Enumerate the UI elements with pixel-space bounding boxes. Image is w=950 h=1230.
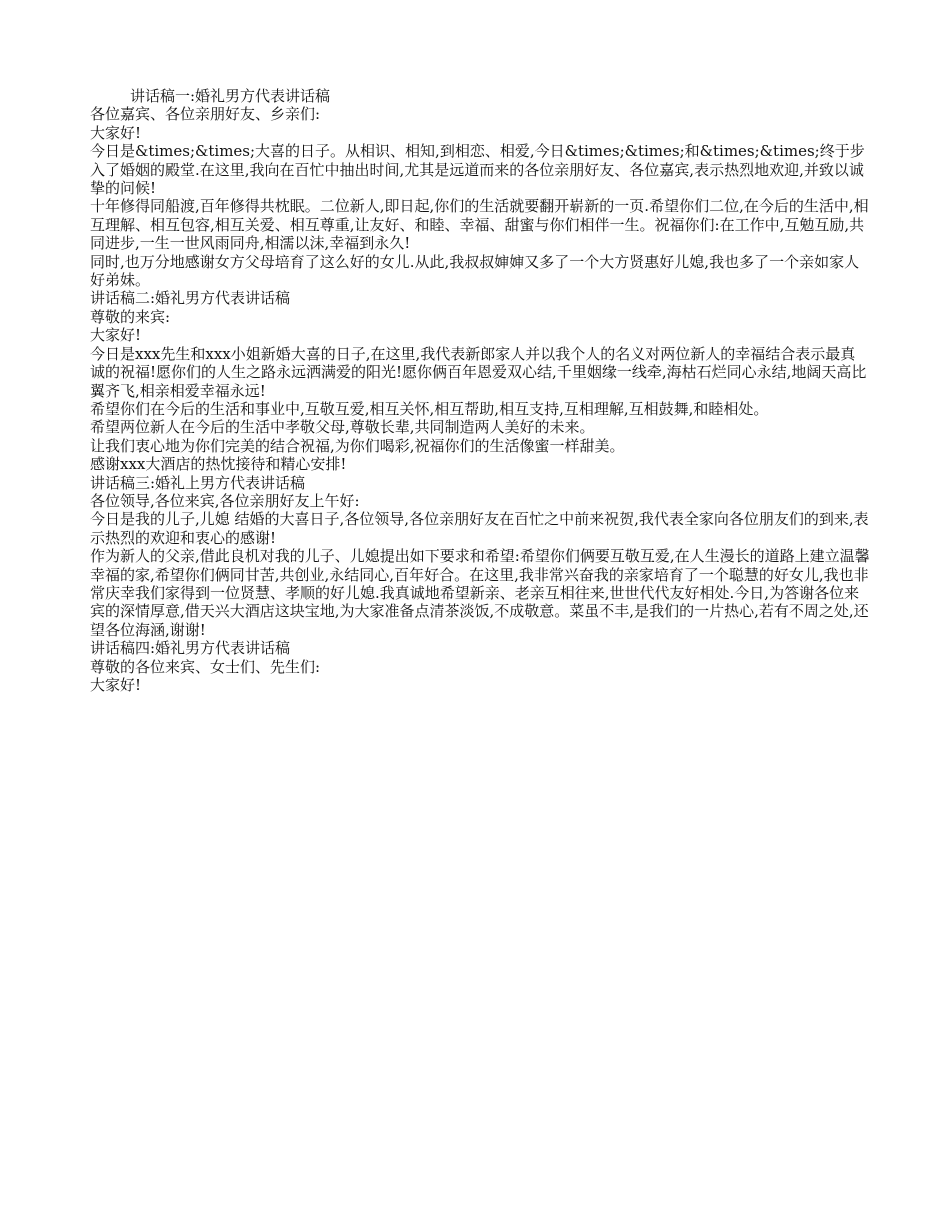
speech-1-greeting: 大家好! xyxy=(90,123,142,142)
speech-1-salutation: 各位嘉宾、各位亲朋好友、乡亲们: xyxy=(90,105,321,124)
speech-1-paragraph: 十年修得同船渡,百年修得共枕眠。二位新人,即日起,你们的生活就要翻开崭新的一页.希望你们二位,在今后的生活中,相互理解、相互包容,相互关爱、相互尊重,让友好、和睦、幸福、甜蜜与你们相伴一生。祝福你们:在工作中,互勉互励,共同进步,一生一世风雨同舟,相濡以沫,幸福到永久! xyxy=(90,197,869,253)
speech-3-paragraph: 今日是我的儿子,儿媳 结婚的大喜日子,各位领导,各位亲朋好友在百忙之中前来祝贺,我代表全家向各位朋友们的到来,表示热烈的欢迎和衷心的感谢! xyxy=(90,510,869,547)
document-body xyxy=(90,87,870,694)
speech-2-paragraph: 希望两位新人在今后的生活中孝敬父母,尊敬长辈,共同制造两人美好的未来。 xyxy=(90,418,595,437)
speech-2-greeting: 大家好! xyxy=(90,326,142,345)
speech-1-paragraph: 同时,也万分地感谢女方父母培育了这么好的女儿.从此,我叔叔婶婶又多了一个大方贤惠好儿媳,我也多了一个亲如家人好弟妹。 xyxy=(90,252,860,290)
speech-1-title: 讲话稿一:婚礼男方代表讲话稿 xyxy=(130,87,331,105)
speech-1-paragraph: 今日是&times;&times;大喜的日子。从相识、相知,到相恋、相爱,今日&times;&times;和&times;&times;终于步入了婚姻的殿堂.在这里,我向在百忙中抽出时间,尤其是远道而来的各位亲朋好友、各位嘉宾,表示热烈地欢迎,并致以诚挚的问候! xyxy=(90,142,865,198)
speech-3-paragraph: 作为新人的父亲,借此良机对我的儿子、儿媳提出如下要求和希望:希望你们俩要互敬互爱,在人生漫长的道路上建立温馨幸福的家,希望你们俩同甘苦,共创业,永结同心,百年好合。在这里,我非常兴奋我的亲家培育了一个聪慧的好女儿,我也非常庆幸我们家得到一位贤慧、孝顺的好儿媳.我真诚地希望新亲、老亲互相往来,世世代代友好相处.今日,为答谢各位来宾的深情厚意,借天兴大酒店这块宝地,为大家准备点清茶淡饭,不成敬意。菜虽不丰,是我们的一片热心,若有不周之处,还望各位海涵,谢谢! xyxy=(90,547,870,639)
speech-2-salutation: 尊敬的来宾: xyxy=(90,307,171,326)
speech-3-title: 讲话稿三:婚礼上男方代表讲话稿 xyxy=(90,473,306,492)
speech-4-title: 讲话稿四:婚礼男方代表讲话稿 xyxy=(90,639,291,658)
speech-4-greeting: 大家好! xyxy=(90,676,142,694)
speech-2-paragraph: 希望你们在今后的生活和事业中,互敬互爱,相互关怀,相互帮助,相互支持,互相理解,互相鼓舞,和睦相处。 xyxy=(90,399,769,418)
speech-3-salutation: 各位领导,各位来宾,各位亲朋好友上午好: xyxy=(90,491,360,510)
speech-4-salutation: 尊敬的各位来宾、女士们、先生们: xyxy=(90,657,321,676)
speech-2-paragraph: 让我们衷心地为你们完美的结合祝福,为你们喝彩,祝福你们的生活像蜜一样甜美。 xyxy=(90,436,625,455)
speech-2-paragraph: 今日是xxx先生和xxx小姐新婚大喜的日子,在这里,我代表新郎家人并以我个人的名义对两位新人的幸福结合表示最真诚的祝福!愿你们的人生之路永远洒满爱的阳光!愿你俩百年恩爱双心结,千里姻缘一线牵,海枯石烂同心永结,地阔天高比翼齐飞,相亲相爱幸福永远! xyxy=(90,344,867,400)
speech-2-paragraph: 感谢xxx大酒店的热忱接待和精心安排! xyxy=(90,455,347,474)
speech-2-title: 讲话稿二:婚礼男方代表讲话稿 xyxy=(90,289,291,308)
